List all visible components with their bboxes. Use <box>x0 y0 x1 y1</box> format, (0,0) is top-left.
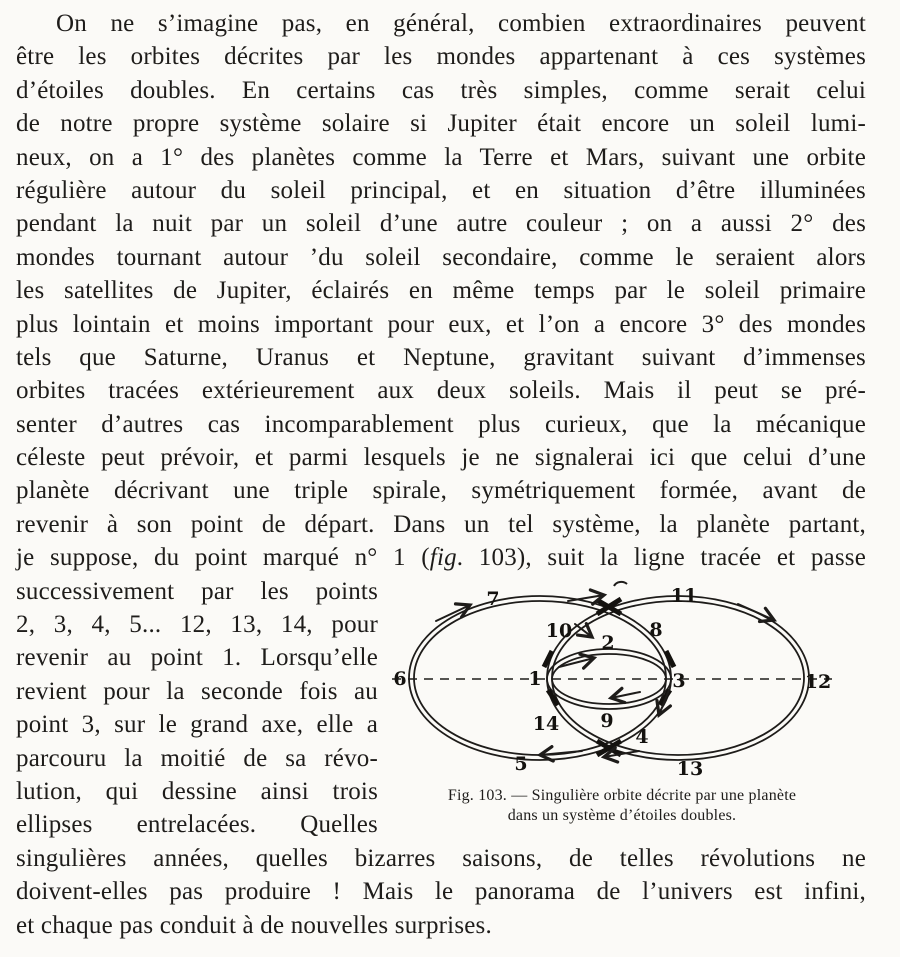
direction-arrow <box>436 605 470 621</box>
figure-caption <box>378 786 866 827</box>
figure-103 <box>378 577 866 827</box>
point-label-5: 5 <box>514 752 528 775</box>
orbit-diagram <box>378 577 856 777</box>
text-line: neux, on a 1° des planètes comme la Terre et Mars, suivant une orbite <box>16 143 866 171</box>
point-label-9: 9 <box>600 709 614 732</box>
text-line: tels que Saturne, Uranus et Neptune, gravitant suivant d’immenses <box>16 343 866 371</box>
text-line: revenir au point 1. Lorsqu’elle <box>16 644 378 672</box>
text-line: parcouru la moitié de sa révo- <box>16 744 378 772</box>
point-label-13: 13 <box>676 757 704 777</box>
point-label-11: 11 <box>670 584 698 607</box>
point-label-10: 10 <box>545 619 573 642</box>
figure-column <box>378 575 866 827</box>
text-line: On ne s’imagine pas, en général, combien extraordinaires peuvent <box>56 10 866 37</box>
text-line: lution, qui dessine ainsi trois <box>16 777 378 805</box>
text-line: être les orbites décrites par les mondes appartenant à ces systèmes <box>16 43 866 71</box>
text-line: mondes tournant autour ’du soleil secondaire, comme le seraient alors <box>16 243 866 271</box>
text-line: revenir à son point de départ. Dans un tel système, la planète partant, <box>16 510 866 538</box>
text-line-with-figure-ref <box>16 541 866 574</box>
point-label-3: 3 <box>672 669 686 692</box>
paragraph-2 <box>16 842 866 942</box>
point-label-8: 8 <box>649 618 663 641</box>
text-line: point 3, sur le grand axe, elle a <box>16 711 378 739</box>
text-line: céleste peut prévoir, et parmi lesquels je ne signalerai ici que celui d’une <box>16 444 866 472</box>
text-line: 2, 3, 4, 5... 12, 13, 14, pour <box>16 611 378 639</box>
point-label-7: 7 <box>486 587 500 610</box>
text-line: pendant la nuit par un soleil d’une autre couleur ; on a aussi 2° des <box>16 210 866 238</box>
point-label-6: 6 <box>393 667 407 690</box>
direction-arrow <box>611 692 640 698</box>
text-figure-row <box>16 575 866 842</box>
caption-line: dans un système d’étoiles doubles. <box>507 807 737 825</box>
text-line: successivement par les points <box>16 577 378 605</box>
text-line: senter d’autres cas incomparablement plus curieux, que la mécanique <box>16 410 866 438</box>
point-label-14: 14 <box>532 712 560 735</box>
paragraph-1 <box>16 7 866 575</box>
text-line: singulières années, quelles bizarres saisons, de telles révolutions ne <box>16 844 866 872</box>
wrapped-text-column <box>16 575 378 842</box>
text-segment: je suppose, du point marqué n° 1 ( <box>16 544 430 572</box>
figure-reference: fig <box>429 544 457 572</box>
point-label-1: 1 <box>528 667 542 690</box>
text-line: ellipses entrelacées. Quelles <box>16 811 378 839</box>
text-line: plus lointain et moins important pour eux, et l’on a encore 3° des mondes <box>16 310 866 338</box>
text-line: orbites tracées extérieurement aux deux soleils. Mais il peut se pré- <box>16 377 866 405</box>
text-line: de notre propre système solaire si Jupiter était encore un soleil lumi- <box>16 110 866 138</box>
text-line: régulière autour du soleil principal, et en situation d’être illuminées <box>16 176 866 204</box>
text-segment: . 103), suit la ligne tracée et passe <box>456 544 866 572</box>
text-line: revient pour la seconde fois au <box>16 677 378 705</box>
stray-mark <box>614 582 627 586</box>
caption-line: Fig. 103. — Singulière orbite décrite par une planète <box>447 786 797 804</box>
text-line: les satellites de Jupiter, éclairés en même temps par le soleil primaire <box>16 277 866 305</box>
text-line: doivent-elles pas produire ! Mais le panorama de l’univers est infini, <box>16 878 866 906</box>
point-label-12: 12 <box>804 670 832 693</box>
point-label-4: 4 <box>635 725 649 748</box>
text-line: d’étoiles doubles. En certains cas très simples, comme serait celui <box>16 76 866 104</box>
point-label-2: 2 <box>601 631 615 654</box>
text-line: planète décrivant une triple spirale, symétriquement formée, avant de <box>16 477 866 505</box>
text-line: et chaque pas conduit à de nouvelles surprises. <box>16 911 492 939</box>
